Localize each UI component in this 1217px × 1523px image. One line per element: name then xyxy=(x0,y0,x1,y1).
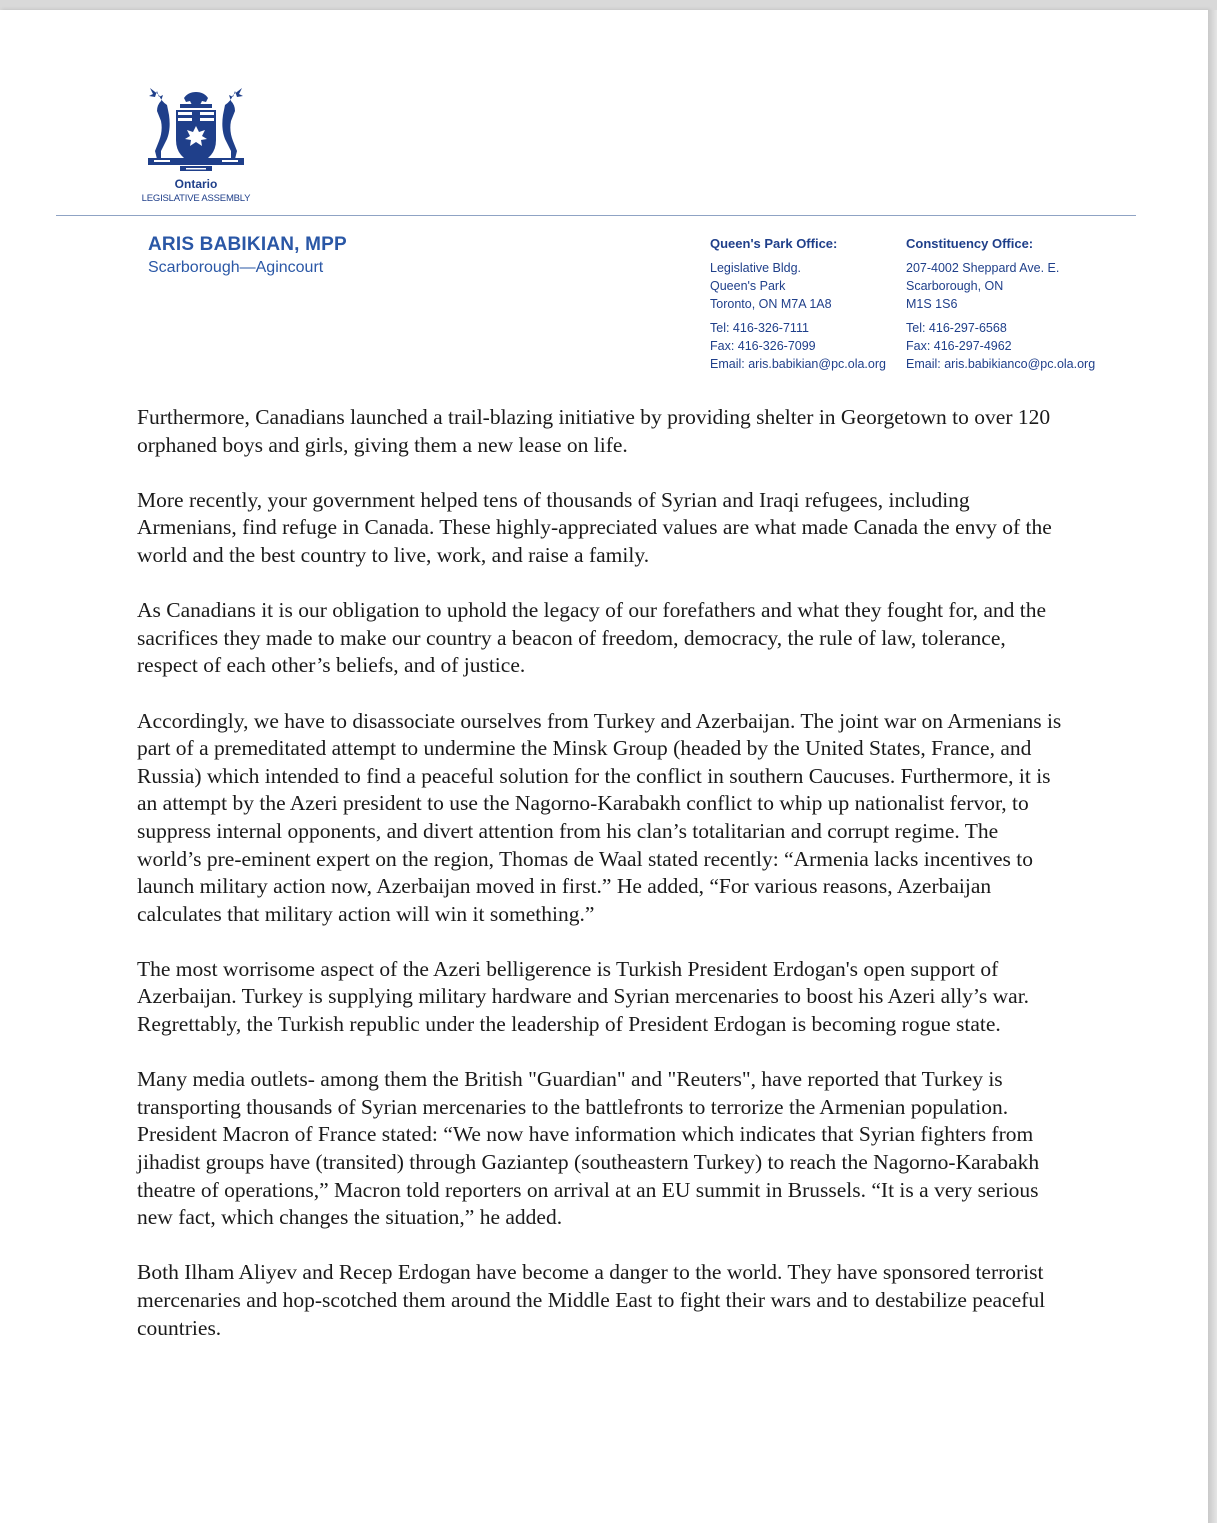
header-divider xyxy=(56,215,1136,216)
address-line: Legislative Bldg. xyxy=(710,261,802,275)
address-line: Scarborough, ON xyxy=(906,279,1004,293)
fax: Fax: 416-326-7099 xyxy=(710,339,816,353)
address-line: Toronto, ON M7A 1A8 xyxy=(710,297,832,311)
crest-subcaption: LEGISLATIVE ASSEMBLY xyxy=(141,193,251,204)
body-paragraph: More recently, your government helped tens of thousands of Syrian and Iraqi refugees, including Armenians, find refuge in Canada. These highly-appreciated values are what made Canada the envy of the world and the best country to live, work, and raise a family. xyxy=(137,487,1052,567)
constituency-office-block xyxy=(906,235,1095,373)
mpp-riding: Scarborough—Agincourt xyxy=(148,259,324,276)
body-paragraph: The most worrisome aspect of the Azeri belligerence is Turkish President Erdogan's open support of Azerbaijan. Turkey is supplying military hardware and Syrian mercenaries to boost his Azeri ally’s war. Regrettably, the Turkish republic under the leadership of President Erdogan is becoming rogue state. xyxy=(137,956,1030,1037)
fax: Fax: 416-297-4962 xyxy=(906,339,1012,353)
crest-caption: Ontario xyxy=(174,177,218,191)
email: Email: aris.babikian@pc.ola.org xyxy=(710,357,886,371)
body-paragraph: Many media outlets- among them the British "Guardian" and "Reuters", have reported that Turkey is transporting thousands of Syrian mercenaries to the battlefronts to terrorize the Armenian population. President Macron of France stated: “We now have information which indicates that Syrian fighters from jihadist groups have (transited) through Gaziantep (southeastern Turkey) to reach the Nagorno-Karabakh theatre of operations,” Macron told reporters on arrival at an EU summit in Brussels. “It is a very serious new fact, which changes the situation,” he added. xyxy=(137,1067,1040,1230)
body-paragraph: Furthermore, Canadians launched a trail-blazing initiative by providing shelter in Georgetown to over 120 orphaned boys and girls, giving them a new lease on life. xyxy=(137,405,1051,457)
office-heading: Queen's Park Office: xyxy=(710,236,838,251)
address-line: M1S 1S6 xyxy=(906,297,958,311)
address-line: 207-4002 Sheppard Ave. E. xyxy=(906,261,1060,275)
telephone: Tel: 416-297-6568 xyxy=(906,321,1007,335)
office-heading: Constituency Office: xyxy=(906,236,1034,251)
address-line: Queen's Park xyxy=(710,279,786,293)
telephone: Tel: 416-326-7111 xyxy=(710,321,809,335)
body-paragraph: Accordingly, we have to disassociate ourselves from Turkey and Azerbaijan. The joint war on Armenians is part of a premeditated attempt to undermine the Minsk Group (headed by the United States, France, and Russia) which intended to find a peaceful solution for the conflict in southern Caucuses. Furthermore, it is an attempt by the Azeri president to use the Nagorno-Karabakh conflict to whip up nationalist fervor, to suppress internal opponents, and divert attention from his clan’s totalitarian and corrupt regime. The world’s pre-eminent expert on the region, Thomas de Waal stated recently: “Armenia lacks incentives to launch military action now, Azerbaijan moved in first.” He added, “For various reasons, Azerbaijan calculates that military action will win it something.” xyxy=(137,708,1062,926)
body-paragraph: As Canadians it is our obligation to uphold the legacy of our forefathers and what they fought for, and the sacrifices they made to make our country a beacon of freedom, democracy, the rule of law, tolerance, respect of each other’s beliefs, and of justice. xyxy=(137,598,1047,678)
email: Email: aris.babikianco@pc.ola.org xyxy=(906,357,1096,371)
page-edge xyxy=(1208,10,1217,1523)
queens-park-office-block xyxy=(710,235,886,373)
ontario-coat-of-arms-icon xyxy=(140,84,252,180)
mpp-name: ARIS BABIKIAN, MPP xyxy=(148,234,347,255)
body-paragraph: Both Ilham Aliyev and Recep Erdogan have become a danger to the world. They have sponsored terrorist mercenaries and hop-scotched them around the Middle East to fight their wars and to destabilize peaceful countries. xyxy=(137,1260,1046,1340)
letter-body xyxy=(137,404,1067,1370)
